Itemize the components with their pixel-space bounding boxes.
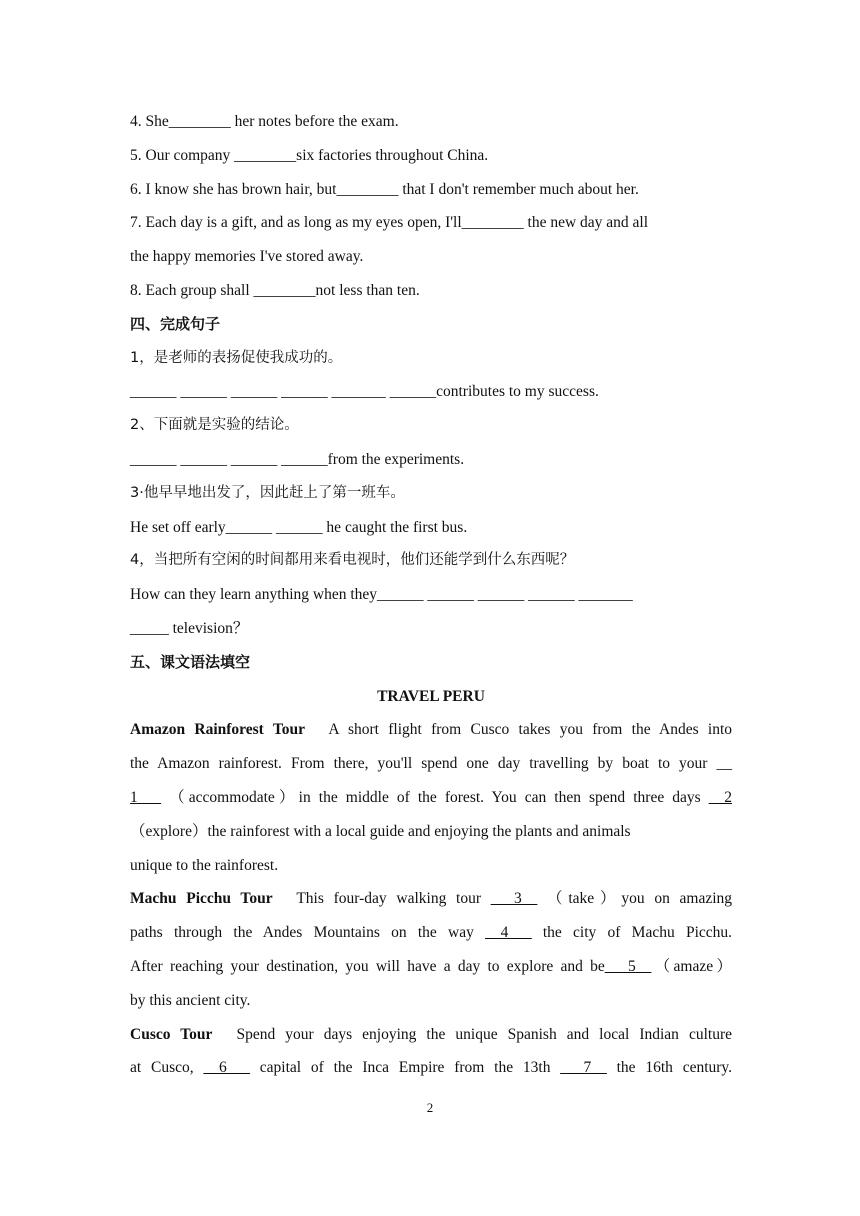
english-sentence-4-cont: _____ television？ — [130, 619, 249, 637]
passage-line: the Amazon rainforest. From there, you'll spend one day travelling by boat to your __ — [130, 755, 732, 773]
exercise-line-7: 7. Each day is a gift, and as long as my eyes open, I'll________ the new day and all — [130, 214, 649, 232]
passage-text: A short flight from Cusco takes you from the Andes into — [328, 721, 733, 739]
tour-label: Cusco Tour — [130, 1025, 213, 1043]
passage-line: by this ancient city. — [130, 991, 251, 1009]
tour-label: Amazon Rainforest Tour — [130, 721, 306, 739]
blank-6: __6___ — [203, 1059, 250, 1077]
passage-text: capital of the Inca Empire from the 13th — [259, 1059, 551, 1077]
exercise-line-8: 8. Each group shall ________not less than ten. — [130, 281, 420, 299]
section-heading-5: 五、课文语法填空 — [130, 652, 251, 671]
chinese-sentence-3: 3·他早早地出发了，因此赶上了第一班车。 — [130, 484, 405, 501]
blank-1: 1___ — [130, 788, 161, 806]
passage-text: the city of Machu Picchu. — [542, 924, 733, 942]
passage-line — [130, 950, 732, 984]
english-sentence-3: He set off early______ ______ he caught the first bus. — [130, 518, 468, 536]
passage-title: TRAVEL PERU — [377, 687, 485, 705]
passage-line: （explore）the rainforest with a local guide and enjoying the plants and animals — [130, 822, 631, 840]
english-sentence-1: ______ ______ ______ ______ _______ ______contributes to my success. — [130, 383, 599, 401]
blank-4: __4___ — [485, 924, 532, 942]
english-sentence-2: ______ ______ ______ ______from the experiments. — [130, 450, 465, 468]
passage-line — [130, 882, 732, 916]
page-body — [130, 105, 732, 1085]
passage-text: at Cusco, — [130, 1059, 194, 1077]
blank-5: ___5__ — [604, 957, 652, 975]
passage-text: （amaze） — [651, 957, 732, 975]
tour-label: Machu Picchu Tour — [130, 890, 273, 908]
passage-line: unique to the rainforest. — [130, 856, 279, 874]
passage-text: This four-day walking tour — [296, 890, 482, 908]
passage-text: （take）you on amazing — [547, 890, 733, 908]
blank-2: __2 — [708, 788, 733, 806]
passage-line — [130, 916, 732, 950]
passage-text: After reaching your destination, you will have a day to explore and be — [130, 957, 605, 975]
passage-text: Spend your days enjoying the unique Spanish and local Indian culture — [236, 1025, 732, 1043]
passage-text: paths through the Andes Mountains on the way — [130, 924, 474, 942]
blank-3: ___3__ — [490, 890, 538, 908]
passage-line — [130, 1051, 732, 1085]
passage-line — [130, 713, 732, 747]
exercise-line-6: 6. I know she has brown hair, but________ that I don't remember much about her. — [130, 180, 639, 198]
passage-text: the 16th century. — [616, 1059, 733, 1077]
blank-7: ___7__ — [560, 1059, 607, 1077]
chinese-sentence-2: 2、下面就是实验的结论。 — [130, 417, 299, 434]
passage-line — [130, 1018, 732, 1052]
page-number: 2 — [426, 1100, 434, 1115]
exercise-line-4: 4. She________ her notes before the exam. — [130, 113, 399, 130]
passage-text: （accommodate）in the middle of the forest. You can then spend three days — [169, 788, 701, 806]
exercise-line-5: 5. Our company ________six factories throughout China. — [130, 146, 489, 164]
english-sentence-4: How can they learn anything when they______ ______ ______ ______ _______ — [130, 586, 633, 604]
passage-line — [130, 781, 732, 815]
exercise-line-7-cont: the happy memories I've stored away. — [130, 248, 364, 266]
chinese-sentence-4: 4，当把所有空闲的时间都用来看电视时，他们还能学到什么东西呢？ — [130, 552, 575, 569]
section-heading-4: 四、完成句子 — [130, 314, 221, 333]
chinese-sentence-1: 1，是老师的表扬促使我成功的。 — [130, 349, 343, 366]
